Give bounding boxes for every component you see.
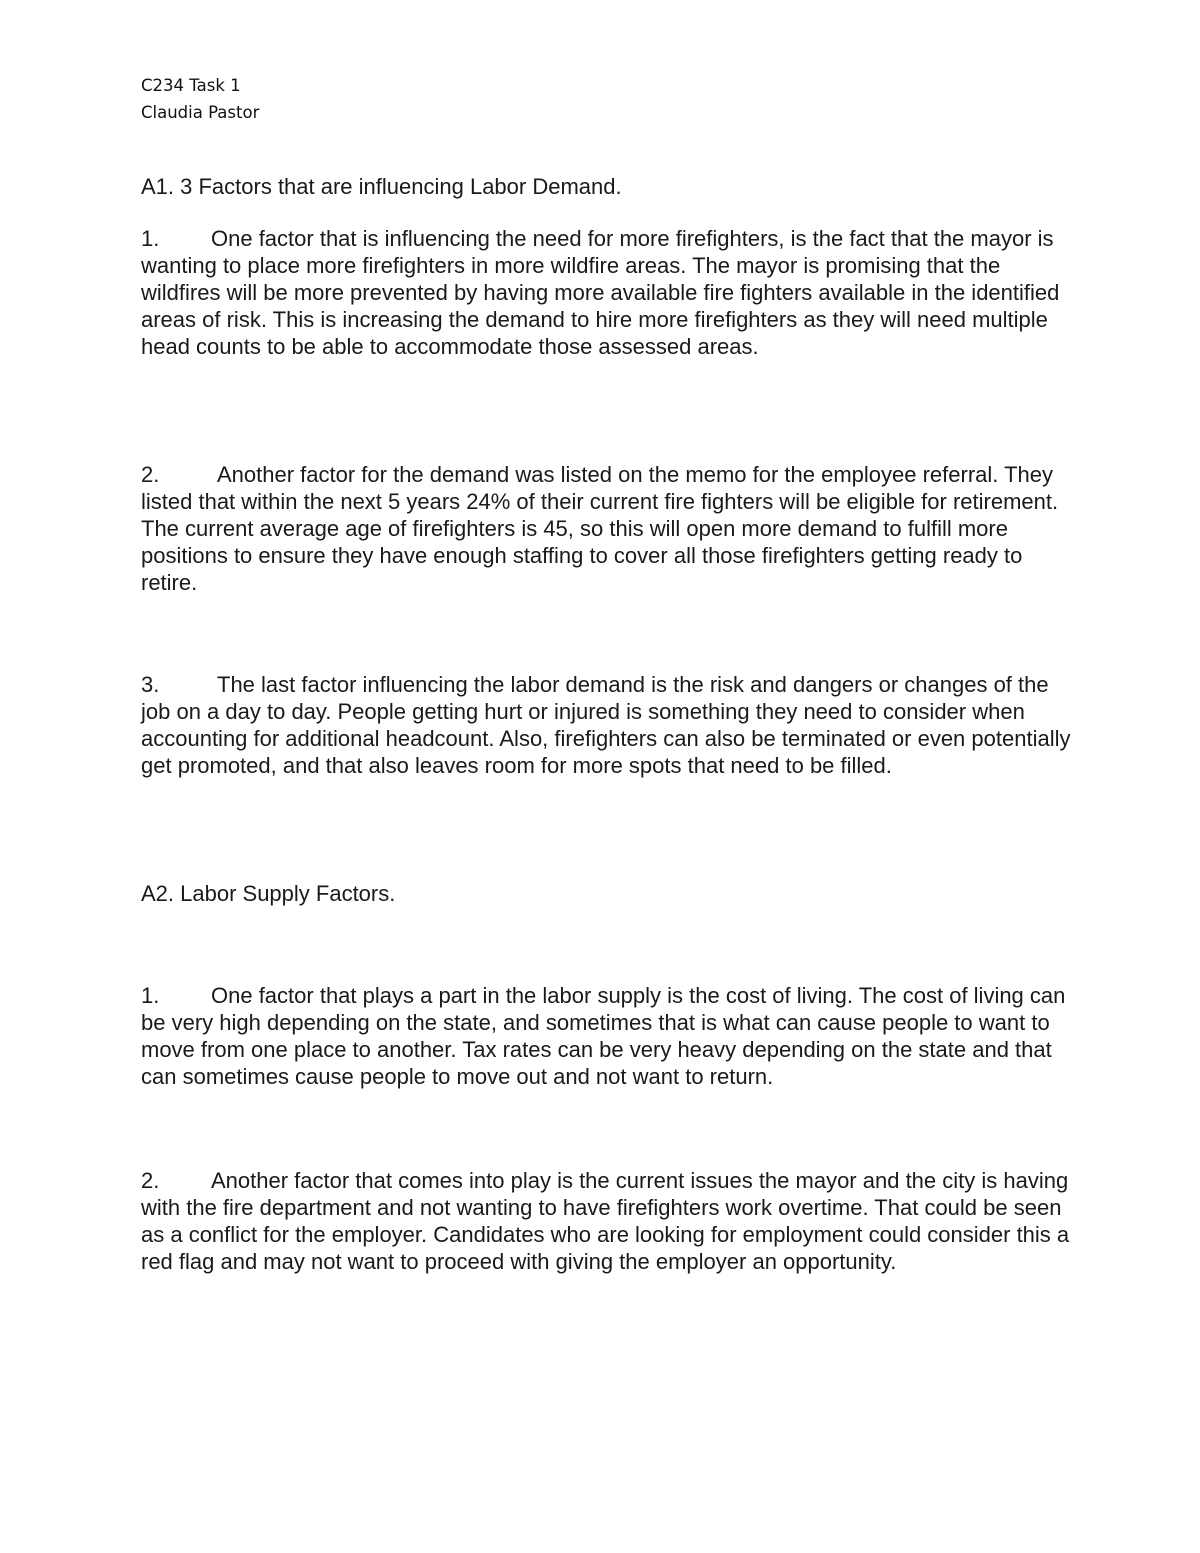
item-number: 2. bbox=[141, 1168, 160, 1193]
author-name: Claudia Pastor bbox=[141, 103, 260, 122]
section-a2-item-1 bbox=[141, 982, 1071, 1090]
item-text: Another factor that comes into play is the current issues the mayor and the city is having with the fire department and not wanting to have firefighters work overtime. That could be seen as a conflict for the employer. Candidates who are looking for employment could consider this a red flag and may not want to proceed with giving the employer an opportunity. bbox=[141, 1168, 1070, 1274]
section-a1-item-2 bbox=[141, 461, 1071, 596]
item-number: 2. bbox=[141, 462, 160, 487]
item-text: Another factor for the demand was listed on the memo for the employee referral. They listed that within the next 5 years 24% of their current fire fighters will be eligible for retirement. The current average age of firefighters is 45, so this will open more demand to fulfill more positions to ensure they have enough staffing to cover all those firefighters getting ready to retire. bbox=[141, 462, 1059, 595]
item-text: One factor that is influencing the need for more firefighters, is the fact that the mayor is wanting to place more firefighters in more wildfire areas. The mayor is promising that the wildfires will be more prevented by having more available fire fighters available in the identified areas of risk. This is increasing the demand to hire more firefighters as they will need multiple head counts to be able to accommodate those assessed areas. bbox=[141, 226, 1060, 359]
section-a1-heading: A1. 3 Factors that are influencing Labor Demand. bbox=[141, 174, 622, 199]
item-number: 1. bbox=[141, 983, 160, 1008]
section-a2-heading: A2. Labor Supply Factors. bbox=[141, 881, 396, 906]
item-number: 1. bbox=[141, 226, 160, 251]
section-a2-item-2 bbox=[141, 1167, 1071, 1275]
section-a1-item-3 bbox=[141, 671, 1071, 779]
item-text: One factor that plays a part in the labor supply is the cost of living. The cost of living can be very high depending on the state, and sometimes that is what can cause people to want to move from one place to another. Tax rates can be very heavy depending on the state and that can sometimes cause people to move out and not want to return. bbox=[141, 983, 1066, 1089]
section-a1-item-1 bbox=[141, 225, 1071, 360]
course-title: C234 Task 1 bbox=[141, 76, 241, 95]
item-number: 3. bbox=[141, 672, 160, 697]
document-header bbox=[141, 72, 259, 126]
item-text: The last factor influencing the labor demand is the risk and dangers or changes of the job on a day to day. People getting hurt or injured is something they need to consider when accounting for additional headcount. Also, firefighters can also be terminated or even potentially get promoted, and that also leaves room for more spots that need to be filled. bbox=[141, 672, 1071, 778]
